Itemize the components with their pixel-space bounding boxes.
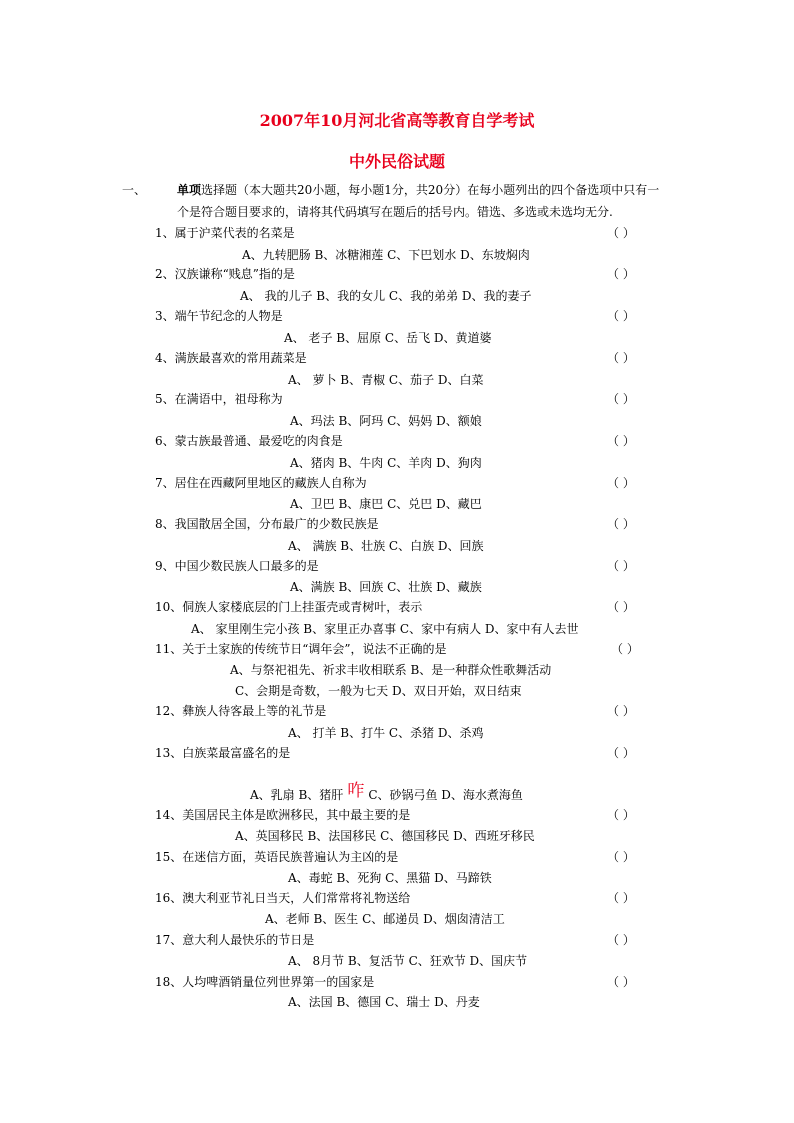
question-10-options: A、 家里刚生完小孩 B、家里正办喜事 C、家中有病人 D、家中有人去世 (191, 622, 579, 636)
question-8-options: A、 满族 B、壮族 C、白族 D、回族 (288, 539, 484, 553)
question-11-options-line1: A、与祭祀祖先、祈求丰收相联系 B、是一种群众性歌舞活动 (230, 663, 552, 677)
question-11-options-line2: C、会期是奇数，一般为七天 D、双日开始，双日结束 (235, 684, 522, 698)
answer-paren: （ ） (607, 392, 635, 406)
answer-paren: （ ） (607, 746, 635, 760)
question-16-options: A、老师 B、医生 C、邮递员 D、烟囱清洁工 (265, 912, 505, 926)
question-17: 17、意大利人最快乐的节日是 (155, 933, 315, 947)
question-5: 5、在满语中，祖母称为 (155, 392, 283, 406)
handwritten-mark: 咋 (347, 781, 365, 801)
question-12-options: A、 打羊 B、打牛 C、杀猪 D、杀鸡 (288, 726, 484, 740)
question-13: 13、白族菜最富盛名的是 (155, 746, 291, 760)
question-3: 3、端午节纪念的人物是 (155, 309, 283, 323)
question-5-options: A、玛法 B、阿玛 C、妈妈 D、额娘 (290, 414, 482, 428)
question-9: 9、中国少数民族人口最多的是 (155, 559, 319, 573)
question-12: 12、彝族人待客最上等的礼节是 (155, 704, 327, 718)
answer-paren: （ ） (607, 891, 635, 905)
answer-paren: （ ） (607, 476, 635, 490)
question-4-options: A、 萝卜 B、青椒 C、茄子 D、白菜 (288, 373, 484, 387)
answer-paren: （ ） (607, 267, 635, 281)
question-4: 4、满族最喜欢的常用蔬菜是 (155, 351, 307, 365)
question-10: 10、侗族人家楼底层的门上挂蛋壳或青树叶，表示 (155, 600, 423, 614)
question-2: 2、汉族谦称“贱息”指的是 (155, 267, 295, 281)
answer-paren: （ ） (607, 226, 635, 240)
question-2-options: A、 我的儿子 B、我的女儿 C、我的弟弟 D、我的妻子 (240, 289, 532, 303)
section-intro-line2: 个是符合题目要求的，请将其代码填写在题后的括号内。错选、多选或未选均无分. (177, 205, 613, 219)
section-intro (177, 180, 682, 200)
question-1-options: A、九转肥肠 B、冰糖湘莲 C、下巴划水 D、东坡焖肉 (242, 248, 530, 262)
section-number: 一、 (122, 183, 147, 197)
question-6: 6、蒙古族最普通、最爱吃的肉食是 (155, 434, 343, 448)
answer-paren: （ ） (607, 975, 635, 989)
answer-paren: （ ） (607, 704, 635, 718)
section-heading: 单项 (177, 183, 202, 197)
question-7: 7、居住在西藏阿里地区的藏族人自称为 (155, 476, 367, 490)
section-intro-text: 选择题（本大题共20小题，每小题1分，共20分）在每小题列出的四个备选项中只有一 (201, 183, 660, 197)
question-6-options: A、猪肉 B、牛肉 C、羊肉 D、狗肉 (290, 456, 482, 470)
answer-paren: （ ） (607, 351, 635, 365)
question-14-options: A、英国移民 B、法国移民 C、德国移民 D、西班牙移民 (235, 829, 535, 843)
question-18-options: A、法国 B、德国 C、瑞士 D、丹麦 (288, 995, 480, 1009)
answer-paren: （ ） (607, 517, 635, 531)
question-8: 8、我国散居全国，分布最广的少数民族是 (155, 517, 379, 531)
answer-paren: （ ） (607, 808, 635, 822)
answer-paren: （ ） (607, 434, 635, 448)
answer-paren: （ ） (607, 559, 635, 573)
question-17-options: A、 8月节 B、复活节 C、狂欢节 D、国庆节 (288, 954, 528, 968)
question-16: 16、澳大利亚节礼日当天，人们常常将礼物送给 (155, 891, 411, 905)
question-3-options: A、 老子 B、屈原 C、岳飞 D、黄道婆 (284, 331, 492, 345)
exam-subtitle: 中外民俗试题 (348, 152, 445, 171)
answer-paren: （ ） (607, 933, 635, 947)
question-13-options-part2: C、砂锅弓鱼 D、海水煮海鱼 (368, 788, 523, 802)
question-13-options-part1: A、乳扇 B、猪肝 (250, 788, 344, 802)
answer-paren: （ ） (607, 600, 635, 614)
question-15-options: A、毒蛇 B、死狗 C、黑猫 D、马蹄铁 (288, 871, 492, 885)
answer-paren: （ ） (611, 642, 639, 656)
answer-paren: （ ） (607, 850, 635, 864)
question-7-options: A、卫巴 B、康巴 C、兑巴 D、藏巴 (290, 497, 482, 511)
question-18: 18、人均啤酒销量位列世界第一的国家是 (155, 975, 375, 989)
question-11: 11、关于土家族的传统节日“调年会”，说法不正确的是 (155, 642, 447, 656)
exam-title: 2007年10月河北省高等教育自学考试 (259, 111, 535, 130)
question-1: 1、属于沪菜代表的名菜是 (155, 226, 295, 240)
answer-paren: （ ） (607, 309, 635, 323)
question-9-options: A、满族 B、回族 C、壮族 D、藏族 (290, 580, 482, 594)
question-14: 14、美国居民主体是欧洲移民，其中最主要的是 (155, 808, 411, 822)
question-13-options (250, 779, 523, 804)
question-15: 15、在迷信方面，英语民族普遍认为主凶的是 (155, 850, 399, 864)
